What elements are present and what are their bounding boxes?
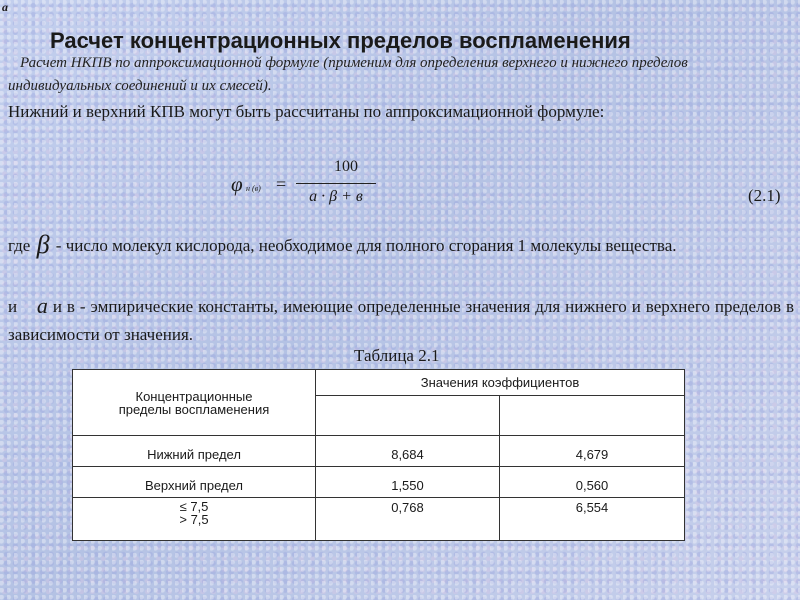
corner-mark: a [2,0,8,14]
table-row [73,436,685,467]
formula-phi: φ [231,172,243,196]
constant-b-symbol: в [66,297,75,316]
slide-subtitle: Расчет НКПВ по аппроксимационной формуле (применим для определения верхнего и нижнего пределов индивидуальных соединений и их смесей). [8,55,688,94]
constants-mid: и [52,297,62,316]
constants-prefix: и [8,297,18,316]
table-cell-a: 8,684 [316,436,500,467]
table-header-limits-line2: пределы воспламенения [118,401,270,417]
table-cell-label: Верхний предел [73,467,316,498]
beta-definition-text [8,232,794,259]
constant-a-symbol: a [36,293,48,318]
slide-title: Расчет концентрационных пределов воспламенения [50,28,631,53]
formula-equals: = [276,174,287,194]
constants-description: - эмпирические константы, имеющие определенные значения для нижнего и верхнего пределов в зависимости от значения. [8,297,795,344]
beta-symbol: β [36,230,50,259]
table-cell-label-line2: > 7,5 [179,512,209,527]
table-header-values: Значения коэффициентов [316,370,685,396]
beta-description: - число молекул кислорода, необходимое для полного сгорания 1 молекулы вещества. [55,236,677,255]
beta-prefix: где [8,236,31,255]
formula-denominator: a · β + в [309,188,363,205]
table-cell-label: Нижний предел [73,436,316,467]
table-cell-a: 0,768 [316,498,500,541]
table-header-limits-line1: Концентрационные [135,388,253,404]
formula-subscript: н (в) [246,184,261,193]
approximation-formula [228,158,408,216]
constants-definition-text [8,292,794,349]
coefficients-table [72,369,685,541]
table-header-empty-b [500,396,685,436]
table-row [73,498,685,541]
table-header-limits [73,370,316,436]
table-cell-label-line1: ≤ 7,5 [179,499,209,514]
table-header-empty-a [316,396,500,436]
table-cell-b: 0,560 [500,467,685,498]
table-row [73,467,685,498]
formula-numerator: 100 [334,158,358,175]
equation-number: (2.1) [748,186,781,205]
table-cell-b: 4,679 [500,436,685,467]
table-cell-label [73,498,316,541]
table-cell-b: 6,554 [500,498,685,541]
table-caption: Таблица 2.1 [354,346,440,365]
formula-fraction-bar [296,183,376,184]
table-cell-a: 1,550 [316,467,500,498]
formula-intro-text: Нижний и верхний КПВ могут быть рассчитаны по аппроксимационной формуле: [8,102,605,121]
